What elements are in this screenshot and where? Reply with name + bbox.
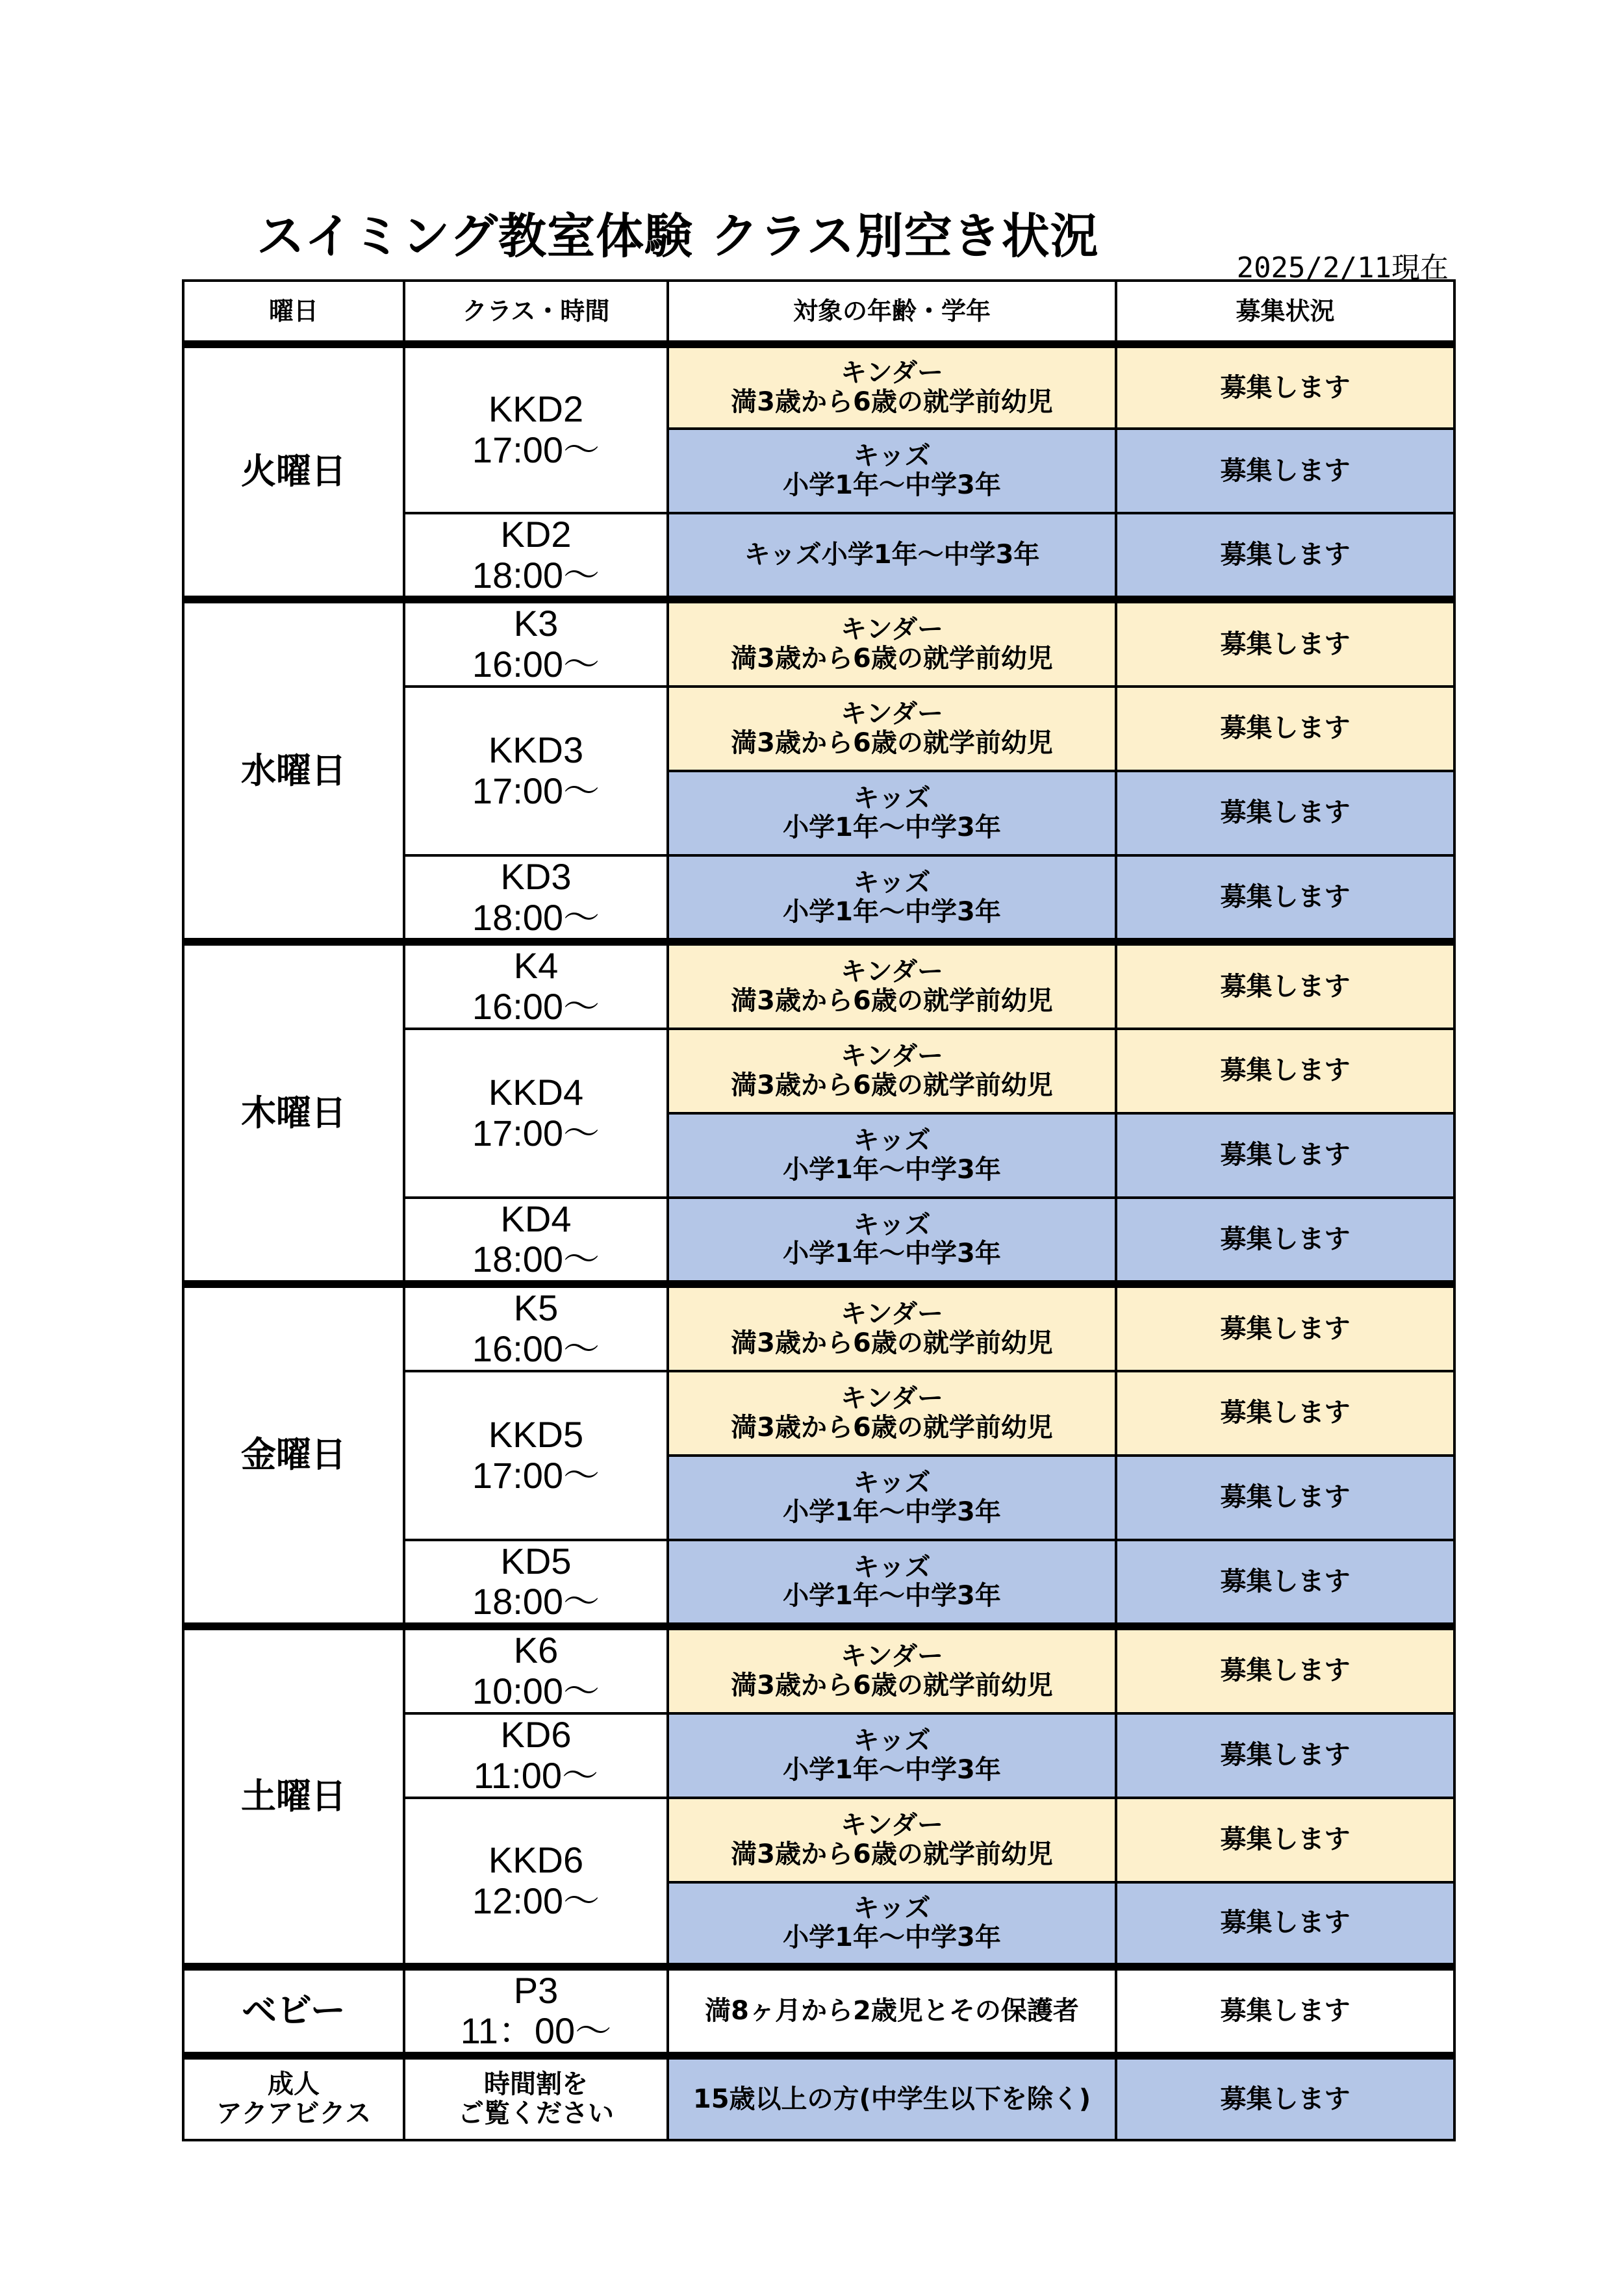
target-cell <box>668 2056 1116 2140</box>
target-line: 満3歳から6歳の就学前幼児 <box>731 1412 1053 1443</box>
status-cell: 募集します <box>1116 1284 1454 1370</box>
class-name: KKD2 <box>488 388 584 430</box>
target-line: 満3歳から6歳の就学前幼児 <box>731 1839 1053 1869</box>
class-time: 11:00～ <box>474 1754 598 1796</box>
class-name: KKD6 <box>488 1839 584 1880</box>
target-line: 小学1年～中学3年 <box>783 1154 1001 1185</box>
class-time-cell <box>404 1540 668 1626</box>
status-cell: 募集します <box>1116 1626 1454 1713</box>
target-line: 小学1年～中学3年 <box>783 1922 1001 1952</box>
class-time: 18:00～ <box>472 1581 600 1622</box>
class-time-cell <box>404 1798 668 1967</box>
target-line: 満3歳から6歳の就学前幼児 <box>731 1328 1053 1358</box>
day-group <box>183 344 1454 599</box>
target-cell <box>668 429 1116 513</box>
target-line: キッズ <box>853 783 931 814</box>
day-cell: ベビー <box>183 1967 404 2056</box>
target-line: 小学1年～中学3年 <box>783 1581 1001 1611</box>
class-time-cell <box>404 1713 668 1798</box>
status-cell: 募集します <box>1116 1713 1454 1798</box>
target-line: キッズ <box>853 867 931 898</box>
class-time: 16:00～ <box>472 1328 600 1369</box>
table-row <box>183 1967 1454 2056</box>
class-name: KD4 <box>500 1198 572 1239</box>
target-cell <box>668 1967 1116 2056</box>
target-line: キッズ <box>853 1125 931 1155</box>
day-group <box>183 1284 1454 1626</box>
class-time-cell <box>404 687 668 855</box>
class-time: 18:00～ <box>472 554 600 596</box>
header-class-time: クラス・時間 <box>404 281 668 344</box>
class-time-cell <box>404 855 668 942</box>
class-time-cell <box>404 344 668 513</box>
target-line: キンダー <box>841 1641 943 1671</box>
class-time-cell <box>404 599 668 686</box>
status-cell: 募集します <box>1116 1456 1454 1540</box>
day-group <box>183 1967 1454 2056</box>
status-cell: 募集します <box>1116 513 1454 599</box>
status-cell: 募集します <box>1116 429 1454 513</box>
target-line: 満3歳から6歳の就学前幼児 <box>731 986 1053 1016</box>
status-cell: 募集します <box>1116 855 1454 942</box>
status-cell: 募集します <box>1116 1029 1454 1113</box>
target-cell <box>668 1456 1116 1540</box>
day-cell <box>183 2056 404 2140</box>
target-line: キッズ小学1年～中学3年 <box>744 540 1040 570</box>
target-line: 満3歳から6歳の就学前幼児 <box>731 387 1053 417</box>
status-cell: 募集します <box>1116 1371 1454 1456</box>
target-cell <box>668 599 1116 686</box>
target-line: キンダー <box>841 614 943 645</box>
status-cell: 募集します <box>1116 687 1454 771</box>
class-time-cell <box>404 1967 668 2056</box>
target-cell <box>668 687 1116 771</box>
day-label-line: アクアビクス <box>216 2098 372 2128</box>
class-name: KD6 <box>500 1713 572 1755</box>
target-line: キンダー <box>841 358 943 388</box>
target-line: キッズ <box>853 1209 931 1240</box>
class-time: 17:00～ <box>472 429 600 470</box>
status-cell: 募集します <box>1116 599 1454 686</box>
target-line: 小学1年～中学3年 <box>783 1496 1001 1527</box>
target-line: キッズ <box>853 1467 931 1498</box>
target-line: キッズ <box>853 1893 931 1923</box>
header-row <box>183 281 1454 344</box>
target-cell <box>668 1713 1116 1798</box>
target-line: 小学1年～中学3年 <box>783 1239 1001 1269</box>
header-day: 曜日 <box>183 281 404 344</box>
class-time: 12:00～ <box>472 1880 600 1921</box>
class-time-cell <box>404 1284 668 1370</box>
class-name: KD5 <box>500 1540 572 1582</box>
target-cell <box>668 1198 1116 1284</box>
table-row <box>183 942 1454 1028</box>
class-time: 18:00～ <box>472 896 600 938</box>
class-name: KKD3 <box>488 729 584 771</box>
class-name: K4 <box>513 945 559 987</box>
target-line: 満3歳から6歳の就学前幼児 <box>731 644 1053 674</box>
status-cell: 募集します <box>1116 2056 1454 2140</box>
day-group <box>183 2056 1454 2140</box>
target-cell <box>668 1113 1116 1198</box>
class-time-cell <box>404 2056 668 2140</box>
class-note-line: ご覧ください <box>458 2098 614 2128</box>
target-cell <box>668 1882 1116 1967</box>
class-time: 17:00～ <box>472 1454 600 1496</box>
class-name: K3 <box>513 603 559 644</box>
header-target: 対象の年齢・学年 <box>668 281 1116 344</box>
status-cell: 募集します <box>1116 771 1454 855</box>
class-time-cell <box>404 942 668 1028</box>
class-name: KD2 <box>500 514 572 555</box>
class-time-cell <box>404 1626 668 1713</box>
page-title: スイミング教室体験 クラス別空き状況 <box>257 208 1099 264</box>
class-name: KD3 <box>500 855 572 897</box>
table-row <box>183 1626 1454 1713</box>
target-line: キンダー <box>841 1810 943 1840</box>
target-line: 満3歳から6歳の就学前幼児 <box>731 1670 1053 1700</box>
target-cell <box>668 344 1116 429</box>
class-time: 16:00～ <box>472 986 600 1028</box>
class-time-cell <box>404 1371 668 1540</box>
day-cell: 水曜日 <box>183 599 404 942</box>
day-cell: 木曜日 <box>183 942 404 1284</box>
class-name: K6 <box>513 1630 559 1671</box>
day-cell: 金曜日 <box>183 1284 404 1626</box>
table-row <box>183 1284 1454 1370</box>
status-cell: 募集します <box>1116 1113 1454 1198</box>
target-line: 満8ヶ月から2歳児とその保護者 <box>705 1995 1079 2026</box>
header-status: 募集状況 <box>1116 281 1454 344</box>
day-group <box>183 942 1454 1284</box>
target-line: キンダー <box>841 1041 943 1071</box>
table-row <box>183 599 1454 686</box>
class-time: 16:00～ <box>472 644 600 685</box>
target-line: 小学1年～中学3年 <box>783 812 1001 842</box>
target-cell <box>668 1029 1116 1113</box>
target-cell <box>668 1540 1116 1626</box>
target-cell <box>668 855 1116 942</box>
target-line: キンダー <box>841 957 943 987</box>
target-line: 小学1年～中学3年 <box>783 896 1001 927</box>
target-cell <box>668 1798 1116 1882</box>
class-note-line: 時間割を <box>484 2069 588 2100</box>
status-cell: 募集します <box>1116 1967 1454 2056</box>
target-line: キッズ <box>853 441 931 472</box>
status-cell: 募集します <box>1116 1198 1454 1284</box>
target-cell <box>668 1284 1116 1370</box>
class-name: K5 <box>513 1287 559 1329</box>
class-time-cell <box>404 513 668 599</box>
target-line: キッズ <box>853 1552 931 1582</box>
day-cell: 土曜日 <box>183 1626 404 1966</box>
target-cell <box>668 771 1116 855</box>
class-time: 11：00～ <box>460 2010 612 2052</box>
status-cell: 募集します <box>1116 1540 1454 1626</box>
class-time: 17:00～ <box>472 770 600 811</box>
target-line: キンダー <box>841 699 943 729</box>
target-line: キッズ <box>853 1725 931 1756</box>
schedule-table <box>182 279 1456 2141</box>
class-name: P3 <box>513 1969 559 2011</box>
day-group <box>183 1626 1454 1966</box>
status-cell: 募集します <box>1116 1882 1454 1967</box>
target-line: 満3歳から6歳の就学前幼児 <box>731 1070 1053 1100</box>
target-line: 15歳以上の方(中学生以下を除く) <box>692 2084 1091 2114</box>
class-time: 10:00～ <box>472 1670 600 1711</box>
target-line: 満3歳から6歳の就学前幼児 <box>731 727 1053 758</box>
table-row <box>183 344 1454 429</box>
target-cell <box>668 1371 1116 1456</box>
class-time: 17:00～ <box>472 1112 600 1154</box>
class-name: KKD4 <box>488 1072 584 1113</box>
table-row <box>183 2056 1454 2140</box>
class-time-cell <box>404 1029 668 1198</box>
status-cell: 募集します <box>1116 1798 1454 1882</box>
class-time-cell <box>404 1198 668 1284</box>
status-cell: 募集します <box>1116 942 1454 1028</box>
as-of-date: 2025/2/11現在 <box>1236 251 1449 284</box>
target-line: 小学1年～中学3年 <box>783 1754 1001 1785</box>
day-cell: 火曜日 <box>183 344 404 599</box>
day-group <box>183 599 1454 942</box>
target-cell <box>668 942 1116 1028</box>
target-cell <box>668 1626 1116 1713</box>
class-time: 18:00～ <box>472 1239 600 1280</box>
target-line: 小学1年～中学3年 <box>783 470 1001 500</box>
status-cell: 募集します <box>1116 344 1454 429</box>
day-label-line: 成人 <box>268 2069 320 2100</box>
target-line: キンダー <box>841 1383 943 1413</box>
target-cell <box>668 513 1116 599</box>
class-name: KKD5 <box>488 1413 584 1455</box>
target-line: キンダー <box>841 1299 943 1330</box>
